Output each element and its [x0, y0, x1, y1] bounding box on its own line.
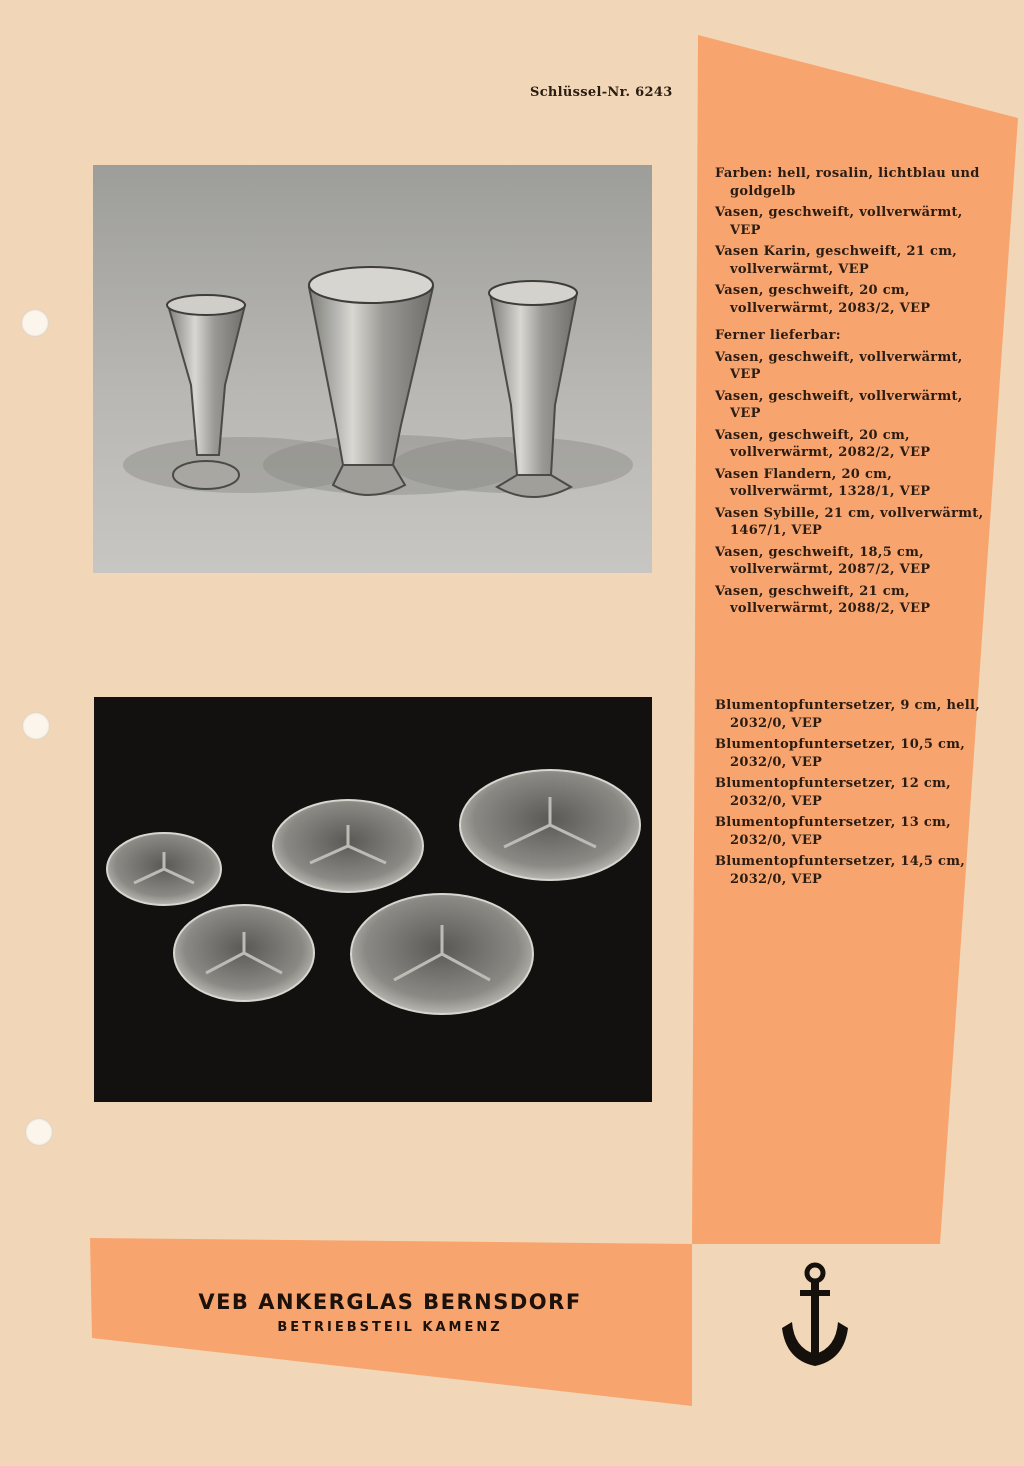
- company-block: [90, 1290, 690, 1335]
- list-item: Blumentopfuntersetzer, 10,5 cm, 2032/0, VEP: [715, 737, 966, 770]
- list-item: Vasen, geschweift, 20 cm, vollverwärmt, 2082/2, VEP: [715, 427, 931, 460]
- punch-hole-3: [25, 1118, 53, 1146]
- list-item: Blumentopfuntersetzer, 13 cm, 2032/0, VEP: [715, 815, 951, 848]
- company-name: VEB ANKERGLAS BERNSDORF: [198, 1290, 582, 1314]
- saucers-photo: [94, 697, 652, 1102]
- list-item: Vasen Sybille, 21 cm, vollverwärmt, 1467/1, VEP: [715, 505, 984, 538]
- list-item: Blumentopfuntersetzer, 9 cm, hell, 2032/0, VEP: [715, 698, 981, 731]
- list-item: Vasen, geschweift, 20 cm, vollverwärmt, 2083/2, VEP: [715, 283, 931, 316]
- punch-hole-2: [22, 712, 50, 740]
- company-subtitle: BETRIEBSTEIL KAMENZ: [277, 1320, 503, 1335]
- list-item: Vasen, geschweift, vollverwärmt, VEP: [715, 349, 963, 382]
- vases-product-list: [715, 165, 995, 622]
- anchor-icon: [778, 1262, 852, 1368]
- list-item: Vasen, geschweift, vollverwärmt, VEP: [715, 388, 963, 421]
- saucers-product-list: [715, 697, 995, 892]
- vases-photo: [93, 165, 652, 573]
- punch-hole-1: [21, 309, 49, 337]
- key-number: Schlüssel-Nr. 6243: [530, 85, 673, 100]
- list-item: Vasen Flandern, 20 cm, vollverwärmt, 1328/1, VEP: [715, 466, 931, 499]
- list-item: Vasen, geschweift, 18,5 cm, vollverwärmt, 2087/2, VEP: [715, 544, 931, 577]
- list-item: Blumentopfuntersetzer, 14,5 cm, 2032/0, VEP: [715, 854, 966, 887]
- list-item: Vasen, geschweift, 21 cm, vollverwärmt, 2088/2, VEP: [715, 583, 931, 616]
- list-item: Vasen, geschweift, vollverwärmt, VEP: [715, 205, 963, 238]
- list-item: Vasen Karin, geschweift, 21 cm, vollverwärmt, VEP: [715, 244, 958, 277]
- list-item: Blumentopfuntersetzer, 12 cm, 2032/0, VEP: [715, 776, 951, 809]
- further-heading: Ferner lieferbar:: [715, 328, 841, 343]
- colors-text: Farben: hell, rosalin, lichtblau und goldgelb: [715, 166, 980, 199]
